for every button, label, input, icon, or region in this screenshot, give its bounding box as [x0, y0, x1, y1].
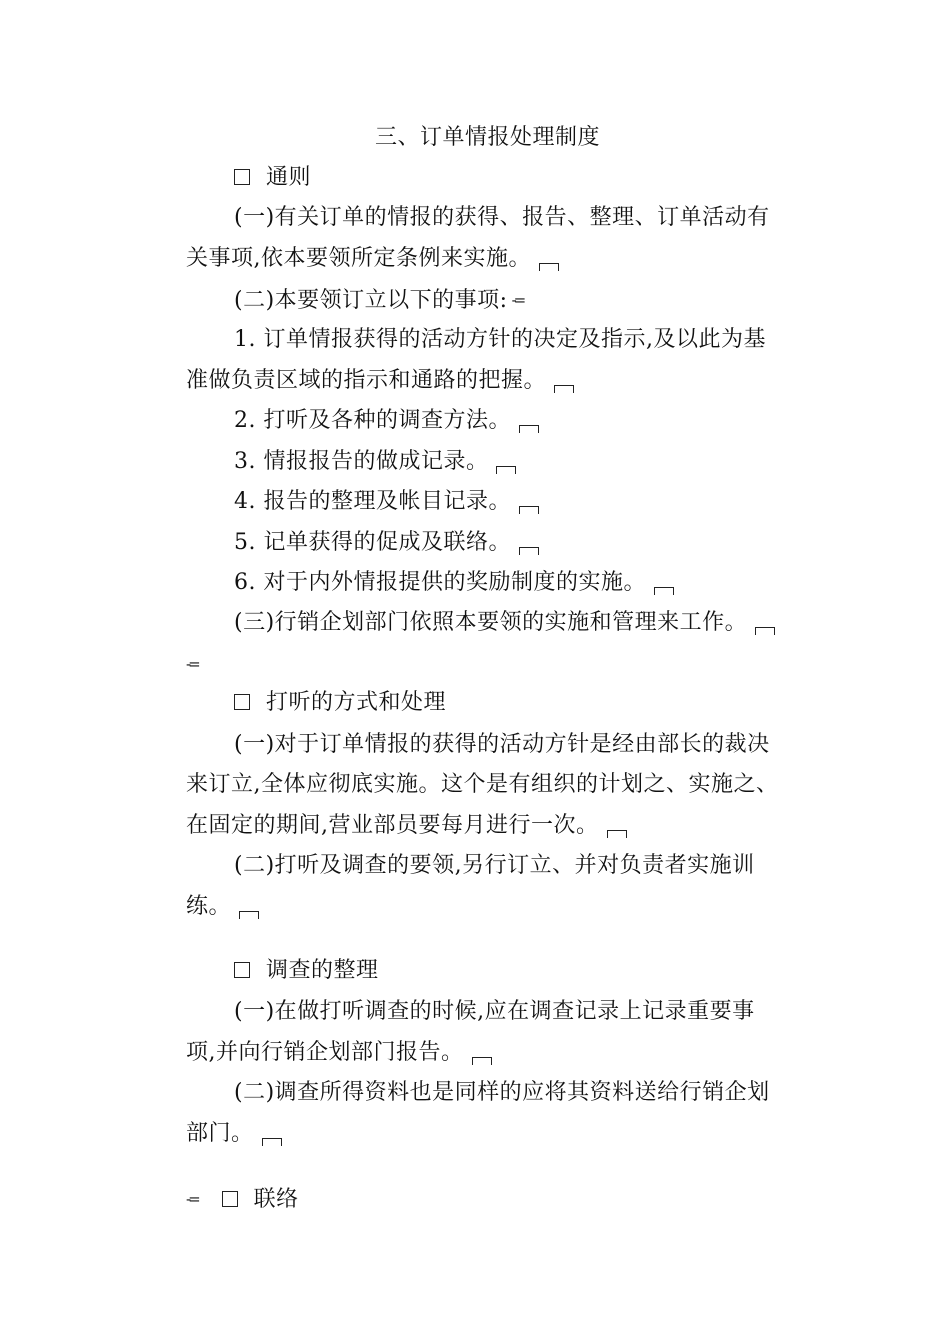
paragraph-line [234, 609, 775, 637]
paragraph-mark-icon [554, 385, 574, 393]
line-text: (一)有关订单的情报的获得、报告、整理、订单活动有 [234, 205, 770, 230]
paragraph-mark-icon [519, 547, 539, 555]
line-text: 6. 对于内外情报提供的奖励制度的实施。 [234, 570, 646, 595]
paragraph-line [186, 367, 574, 395]
paragraph-mark-icon [472, 1057, 492, 1065]
paragraph-mark-icon [539, 263, 559, 271]
line-text: 3. 情报报告的做成记录。 [234, 449, 489, 474]
paragraph-mark-icon [519, 506, 539, 514]
paragraph-line [234, 326, 766, 354]
line-text: (二)本要领订立以下的事项: [234, 288, 508, 313]
section-break-mark-icon: -= [186, 655, 198, 673]
section-heading-text: 调查的整理 [266, 958, 379, 983]
paragraph-mark-icon [755, 627, 775, 635]
paragraph-line [234, 569, 674, 597]
paragraph-line [234, 731, 770, 759]
paragraph-line [186, 812, 627, 840]
paragraph-mark-icon [262, 1138, 282, 1146]
line-text: 2. 打听及各种的调查方法。 [234, 408, 511, 433]
paragraph-line [234, 407, 539, 435]
line-text: 5. 记单获得的促成及联络。 [234, 530, 511, 555]
square-bullet-icon [222, 1191, 238, 1207]
line-text: 4. 报告的整理及帐目记录。 [234, 489, 511, 514]
section-heading [234, 957, 379, 985]
line-text: 练。 [186, 894, 232, 919]
paragraph-line [234, 286, 531, 315]
section-heading-text: 打听的方式和处理 [266, 690, 447, 715]
paragraph-line [186, 893, 259, 921]
line-text: 来订立,全体应彻底实施。这个是有组织的计划之、实施之、 [186, 772, 779, 797]
line-text: 1. 订单情报获得的活动方针的决定及指示,及以此为基 [234, 327, 766, 352]
paragraph-line [186, 771, 779, 799]
line-text: 项,并向行销企划部门报告。 [186, 1040, 464, 1065]
line-text: 准做负责区域的指示和通路的把握。 [186, 368, 547, 393]
square-bullet-icon [234, 169, 250, 185]
line-text: 关事项,依本要领所定条例来实施。 [186, 246, 531, 271]
paragraph-line [186, 1039, 492, 1067]
paragraph-mark-icon [239, 911, 259, 919]
paragraph-line [186, 245, 559, 273]
line-text: 部门。 [186, 1121, 254, 1146]
section-break-line [186, 650, 206, 679]
section-heading [234, 164, 311, 192]
line-text: (二)打听及调查的要领,另行订立、并对负责者实施训 [234, 853, 755, 878]
line-text: (一)对于订单情报的获得的活动方针是经由部长的裁决 [234, 732, 770, 757]
paragraph-line [234, 998, 755, 1026]
paragraph-line [234, 488, 539, 516]
section-heading [186, 1185, 299, 1214]
paragraph-line [234, 448, 516, 476]
document-title: 三、订单情报处理制度 [374, 125, 600, 150]
paragraph-mark-icon [607, 830, 627, 838]
section-heading-text: 联络 [253, 1187, 299, 1212]
paragraph-line [234, 529, 539, 557]
paragraph-line [234, 1079, 770, 1107]
line-text: (一)在做打听调查的时候,应在调查记录上记录重要事 [234, 999, 755, 1024]
paragraph-line [234, 204, 770, 232]
line-text: (三)行销企划部门依照本要领的实施和管理来工作。 [234, 610, 748, 635]
line-text: (二)调查所得资料也是同样的应将其资料送给行销企划 [234, 1080, 770, 1105]
paragraph-mark-icon [519, 425, 539, 433]
square-bullet-icon [234, 694, 250, 710]
paragraph-mark-icon [654, 587, 674, 595]
section-heading [234, 689, 446, 717]
paragraph-line [186, 1120, 282, 1148]
section-break-mark-icon: -= [511, 291, 524, 309]
section-break-mark-icon: -= [186, 1190, 198, 1208]
paragraph-mark-icon [496, 466, 516, 474]
paragraph-line [234, 852, 755, 880]
line-text: 在固定的期间,营业部员要每月进行一次。 [186, 813, 599, 838]
square-bullet-icon [234, 962, 250, 978]
section-heading-text: 通则 [266, 165, 312, 190]
